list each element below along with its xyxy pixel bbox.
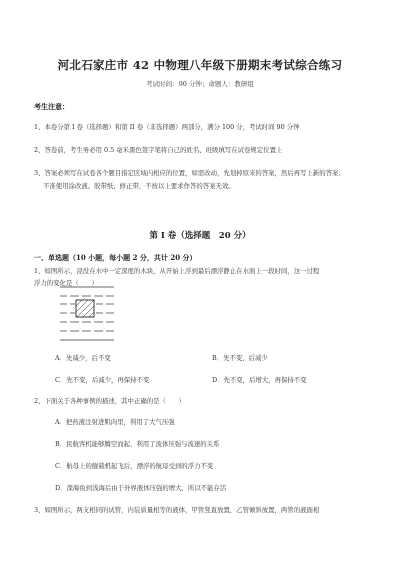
- question-1-stem-line1: 1、如图所示，浸没在水中一定深度的木块，从开始上浮到最后漂浮静止在水面上一段时间，这一过程: [34, 267, 320, 275]
- notice-3-continued: 不准使用涂改液、胶带纸、修正带，不按以上要求作答的答案无效。: [43, 182, 235, 190]
- question-1-stem-line2: 浮力的变化是（ ）: [34, 279, 98, 287]
- question-1-option-d: D．先不变，后增大，再保持不变: [212, 376, 307, 384]
- wooden-block: [76, 300, 94, 317]
- question-2-stem: 2、下面关于各种事例的描述，其中正确的是（ ）: [34, 397, 186, 405]
- question-1-option-a: A．先减少，后不变: [55, 354, 111, 362]
- paper-subtitle: 考试时间：90 分钟；命题人：教研组: [146, 80, 254, 88]
- notice-3: 3、答案必须写在试卷各个题目指定区域内相应的位置，如需改动，先划掉原来的答案，然后再写上新的答案；: [34, 169, 345, 177]
- notice-2: 2、答卷前，考生务必用 0.5 毫米黑色签字笔将自己的姓名、班级填写在试卷规定位置上: [34, 146, 283, 154]
- paper-title: 河北石家庄市 42 中物理八年级下册期末考试综合练习: [57, 58, 343, 72]
- question-1-option-b: B．先不变，后减少: [212, 354, 268, 362]
- question-3-stem: 3、如图所示，两支相同的试管，内装质量相等的液体，甲管竖直放置，乙管倾斜放置，两管的液面相: [34, 506, 320, 514]
- question-2-option-b: B．民航客机能够腾空而起，利用了流体压强与流速的关系: [55, 440, 220, 448]
- notice-heading: 考生注意：: [34, 102, 69, 111]
- question-2-option-a: A．把药液注射进肌肉里，利用了大气压强: [55, 418, 175, 426]
- notice-1: 1、本卷分第 I 卷（选择题）和第 II 卷（非选择题）两部分，满分 100 分，考试时间 90 分钟: [34, 123, 300, 131]
- section-title: 第 I 卷（选择题 20 分）: [149, 231, 251, 241]
- question-2-option-c: C．航母上的舰载机起飞后，漂浮的航母受到的浮力不变: [55, 462, 214, 470]
- question-1-option-c: C．先不变，后减少，再保持不变: [55, 376, 150, 384]
- question-2-option-d: D．深海鱼到浅海后由于外界液体压强的增大，所以不能存活: [55, 484, 227, 492]
- floating-block-figure: [58, 283, 116, 343]
- part-heading: 一、单选题（10 小题，每小题 2 分，共计 20 分）: [34, 253, 197, 262]
